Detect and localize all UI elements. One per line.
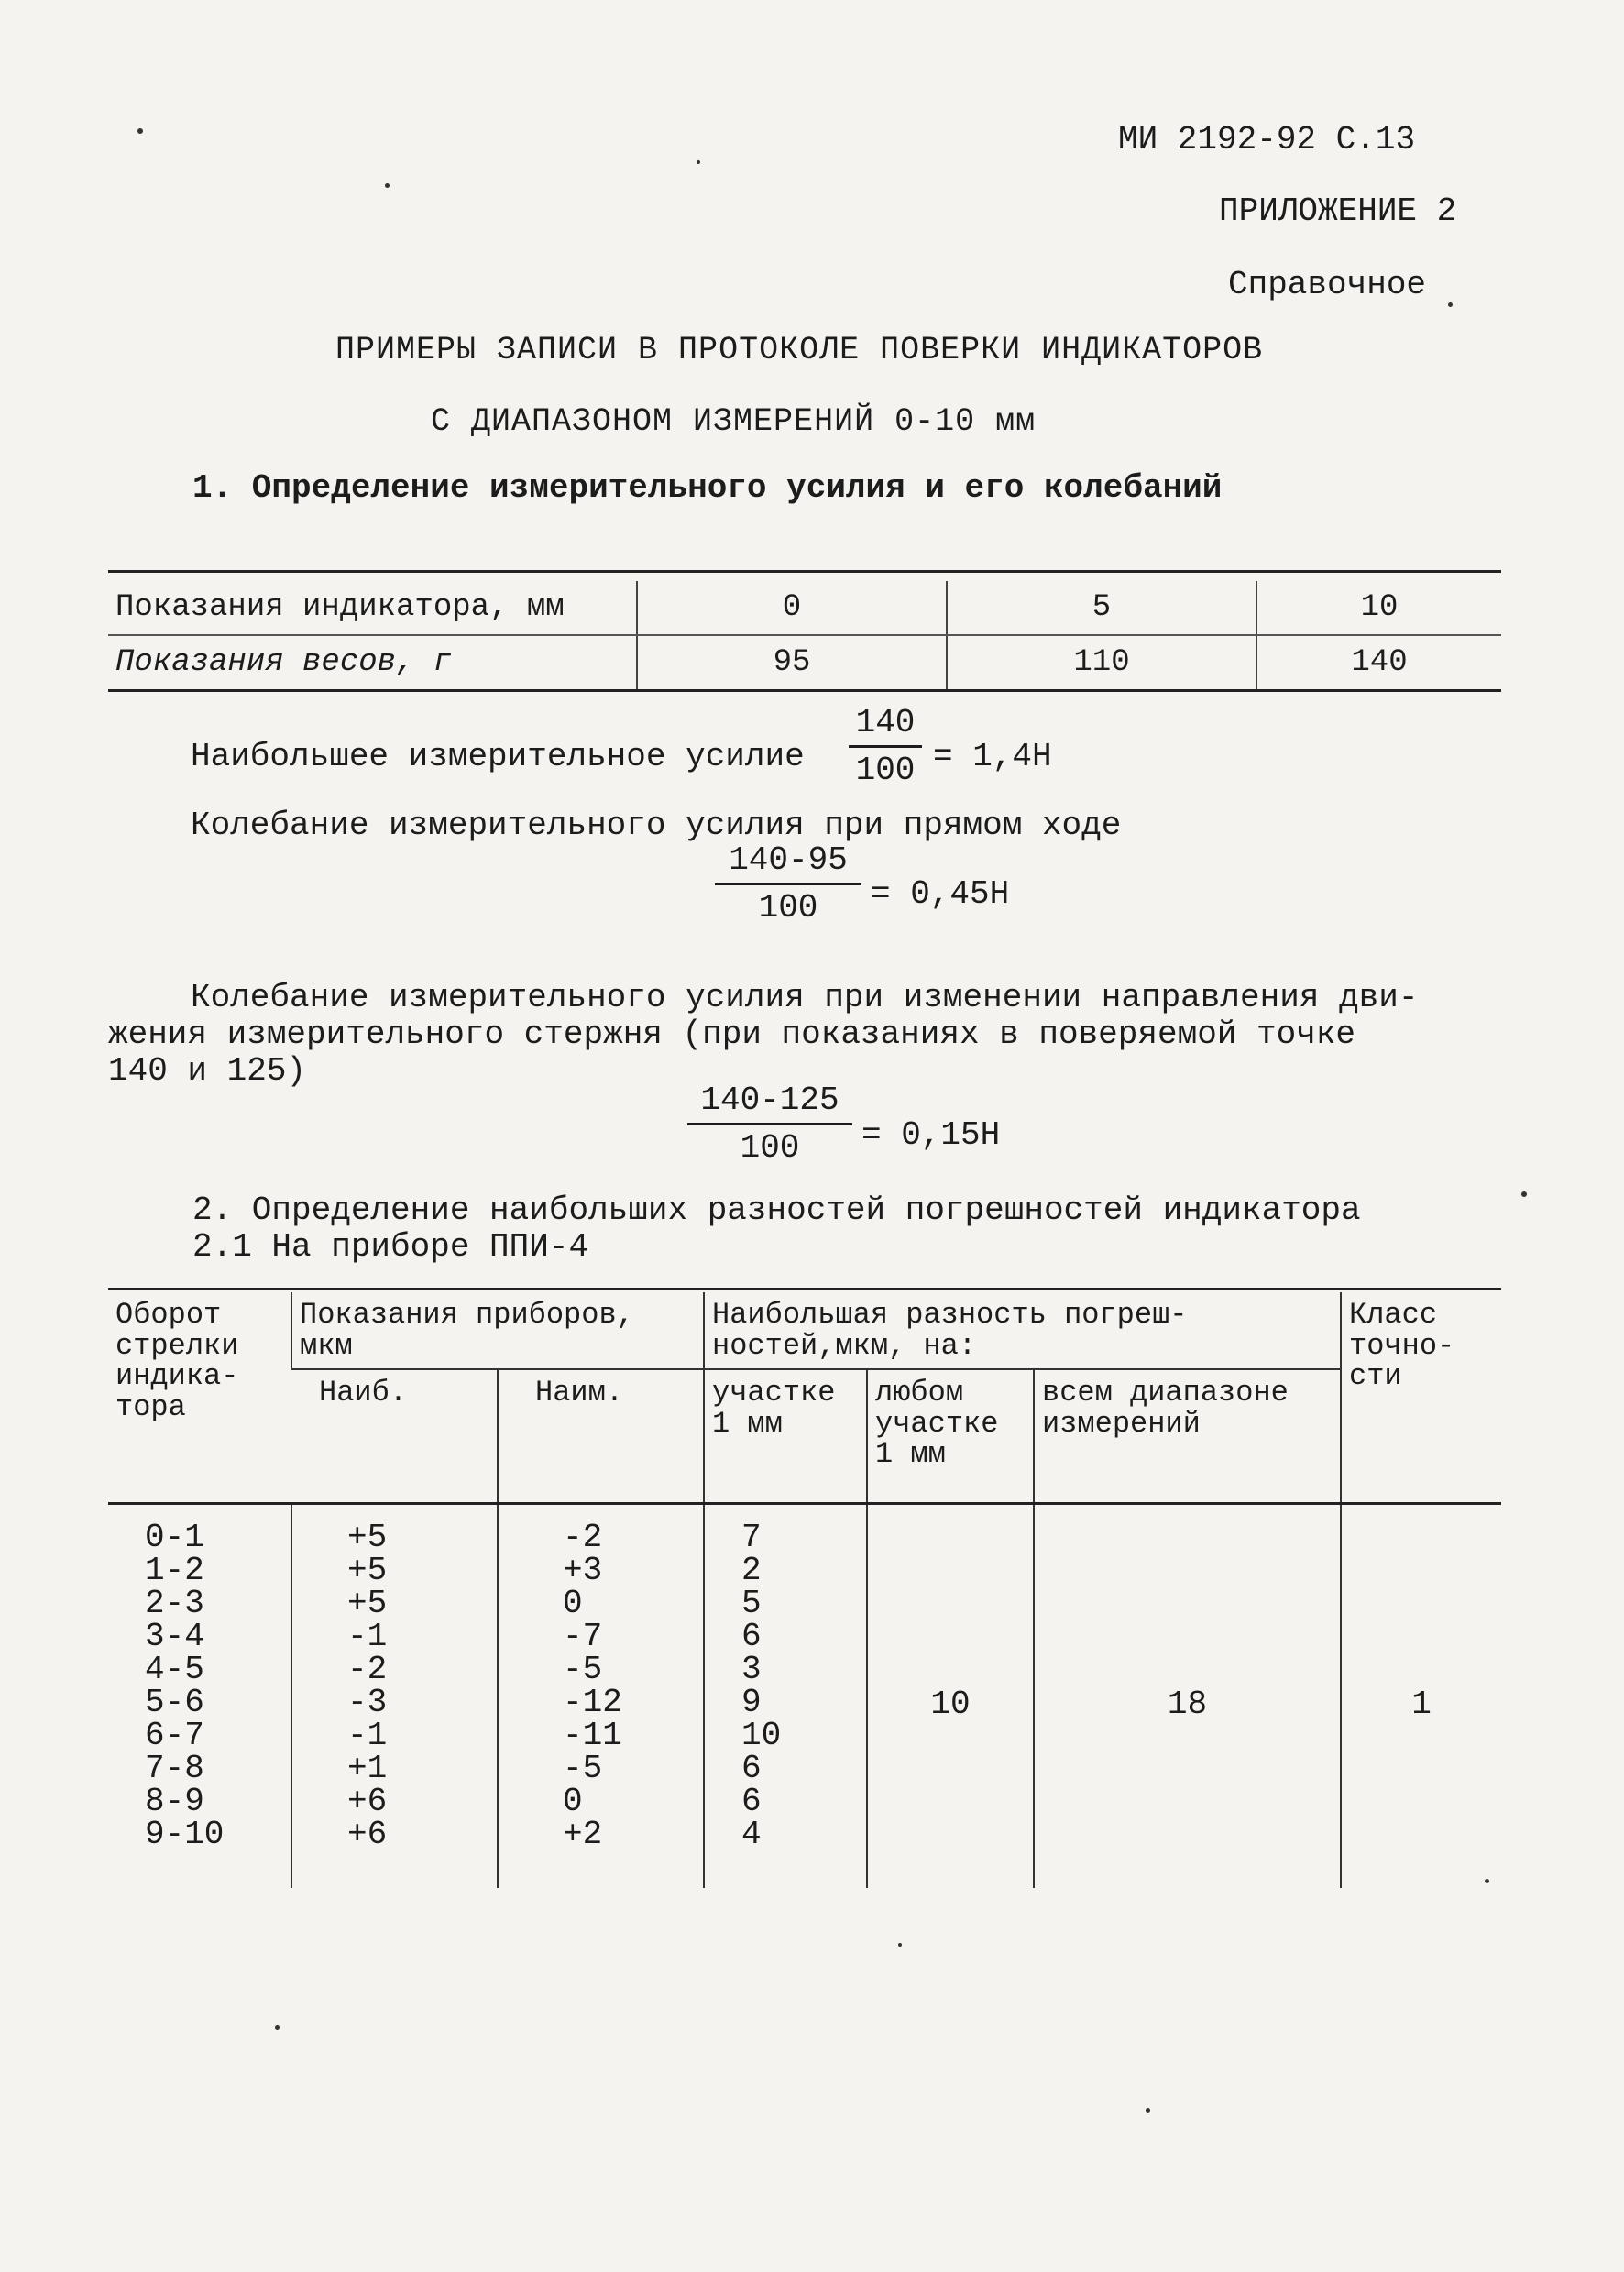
list-item: 5 [741, 1585, 762, 1623]
list-item: 2 [741, 1552, 762, 1590]
max-column [291, 1504, 498, 1889]
reverse-text-line3: 140 и 125) [108, 1052, 307, 1090]
fraction-bar [849, 745, 922, 748]
list-item: 10 [741, 1717, 782, 1755]
list-item: 6 [741, 1783, 762, 1821]
fraction-denominator: 100 [740, 1129, 800, 1167]
segment-column [704, 1504, 867, 1889]
list-item: -2 [347, 1651, 388, 1689]
list-item: 2-3 [145, 1585, 204, 1623]
table-row [108, 635, 1501, 690]
list-item: 6 [741, 1618, 762, 1656]
errors-table-wrap [108, 1292, 1501, 1888]
fraction-numerator: 140 [855, 704, 916, 741]
max-force-text: Наибольшее измерительное усилие [191, 738, 805, 775]
list-item: 1-2 [145, 1552, 204, 1590]
forward-fraction [715, 841, 861, 927]
section2-subheading: 2.1 На приборе ППИ-4 [192, 1228, 589, 1266]
list-item: 5-6 [145, 1684, 204, 1722]
reverse-fluctuation-result: = 0,15Н [861, 1116, 1001, 1154]
cell-value: 140 [1256, 635, 1501, 690]
list-item: 3-4 [145, 1618, 204, 1656]
fraction-numerator: 140-125 [700, 1081, 839, 1119]
scan-speck [1146, 2108, 1150, 2113]
row-label: Показания индикатора, мм [108, 581, 637, 635]
force-table [108, 581, 1501, 691]
cell-value: 5 [947, 581, 1256, 635]
col-header-class: Класс точно- сти [1341, 1292, 1501, 1504]
cell-value: 10 [1256, 581, 1501, 635]
table-header-row [108, 1292, 1501, 1369]
list-item: +1 [347, 1750, 388, 1788]
fraction-denominator: 100 [758, 889, 818, 927]
fraction-denominator: 100 [855, 752, 916, 789]
col-header-turn: Оборот стрелки индика- тора [115, 1298, 239, 1424]
list-item: +6 [347, 1783, 388, 1821]
scan-speck [697, 160, 700, 164]
col-header-diff: Наибольшая разность погреш- ностей,мкм, на: [704, 1292, 1341, 1369]
list-item: -1 [347, 1618, 388, 1656]
list-item: -11 [563, 1717, 622, 1755]
reverse-text-line2: жения измерительного стержня (при показаниях в поверяемой точке [108, 1015, 1356, 1053]
list-item: 7 [741, 1519, 762, 1557]
list-item: 0 [563, 1585, 583, 1623]
col-header-min: Наим. [498, 1369, 704, 1504]
list-item: +5 [347, 1519, 388, 1557]
list-item: +3 [563, 1552, 603, 1590]
fraction-bar [715, 883, 861, 885]
table2-top-rule [108, 1288, 1501, 1290]
col-header-readings: Показания приборов, мкм [291, 1292, 704, 1369]
scan-speck [137, 128, 143, 134]
table1-bottom-rule [108, 689, 1501, 692]
row-label: Показания весов, г [108, 635, 637, 690]
scan-speck [275, 2025, 280, 2030]
fraction-bar [687, 1123, 852, 1125]
list-item: +6 [347, 1816, 388, 1854]
list-item: +5 [347, 1585, 388, 1623]
list-item: 9-10 [145, 1816, 225, 1854]
col-header-range: всем диапазоне измерений [1034, 1369, 1341, 1504]
scan-speck [1485, 1879, 1489, 1883]
list-item: -2 [563, 1519, 603, 1557]
list-item: 3 [741, 1651, 762, 1689]
fraction-numerator: 140-95 [729, 841, 848, 879]
turns-column [108, 1504, 291, 1889]
forward-fluctuation-result: = 0,45Н [871, 875, 1010, 913]
table-row [108, 581, 1501, 635]
list-item: 4 [741, 1816, 762, 1854]
appendix-label: ПРИЛОЖЕНИЕ 2 [1219, 192, 1457, 230]
list-item: 0 [563, 1783, 583, 1821]
list-item: 0-1 [145, 1519, 204, 1557]
list-item: -12 [563, 1684, 622, 1722]
list-item: -3 [347, 1684, 388, 1722]
list-item: -1 [347, 1717, 388, 1755]
cell-value: 110 [947, 635, 1256, 690]
list-item: 8-9 [145, 1783, 204, 1821]
scan-speck [1521, 1191, 1527, 1197]
list-item: 6-7 [145, 1717, 204, 1755]
col-header-any-seg: любом участке 1 мм [867, 1369, 1034, 1504]
scan-speck [1448, 302, 1453, 307]
list-item: 7-8 [145, 1750, 204, 1788]
table-header-row [108, 1369, 1501, 1504]
doc-reference: МИ 2192-92 С.13 [1118, 121, 1416, 159]
accuracy-class-value: 1 [1341, 1504, 1501, 1889]
forward-fluctuation-text: Колебание измерительного усилия при прямом ходе [191, 807, 1122, 844]
max-force-result: = 1,4Н [933, 738, 1052, 775]
reverse-text-line1: Колебание измерительного усилия при изменении направления дви- [191, 979, 1419, 1016]
cell-value: 95 [637, 635, 947, 690]
list-item: 6 [741, 1750, 762, 1788]
list-item: 9 [741, 1684, 762, 1722]
whole-range-value: 18 [1034, 1504, 1341, 1889]
scan-speck [898, 1943, 902, 1947]
section1-heading: 1. Определение измерительного усилия и его колебаний [192, 469, 1223, 507]
table1-top-rule [108, 570, 1501, 573]
list-item: +2 [563, 1816, 603, 1854]
max-force-fraction [849, 704, 922, 789]
doc-title-line2: С ДИАПАЗОНОМ ИЗМЕРЕНИЙ 0-10 мм [431, 403, 1037, 440]
min-column [498, 1504, 704, 1889]
list-item: 4-5 [145, 1651, 204, 1689]
table-body-row [108, 1504, 1501, 1889]
list-item: -7 [563, 1618, 603, 1656]
section2-heading: 2. Определение наибольших разностей погрешностей индикатора [192, 1191, 1361, 1229]
doc-title-line1: ПРИМЕРЫ ЗАПИСИ В ПРОТОКОЛЕ ПОВЕРКИ ИНДИКАТОРОВ [335, 332, 1264, 368]
list-item: -5 [563, 1651, 603, 1689]
cell-value: 0 [637, 581, 947, 635]
errors-table [108, 1292, 1501, 1888]
col-header-max: Наиб. [291, 1369, 498, 1504]
reverse-fraction [687, 1081, 852, 1167]
scan-speck [385, 183, 390, 188]
any-segment-value: 10 [867, 1504, 1034, 1889]
list-item: -5 [563, 1750, 603, 1788]
col-header-seg: участке 1 мм [704, 1369, 867, 1504]
list-item: +5 [347, 1552, 388, 1590]
appendix-kind: Справочное [1228, 266, 1427, 303]
